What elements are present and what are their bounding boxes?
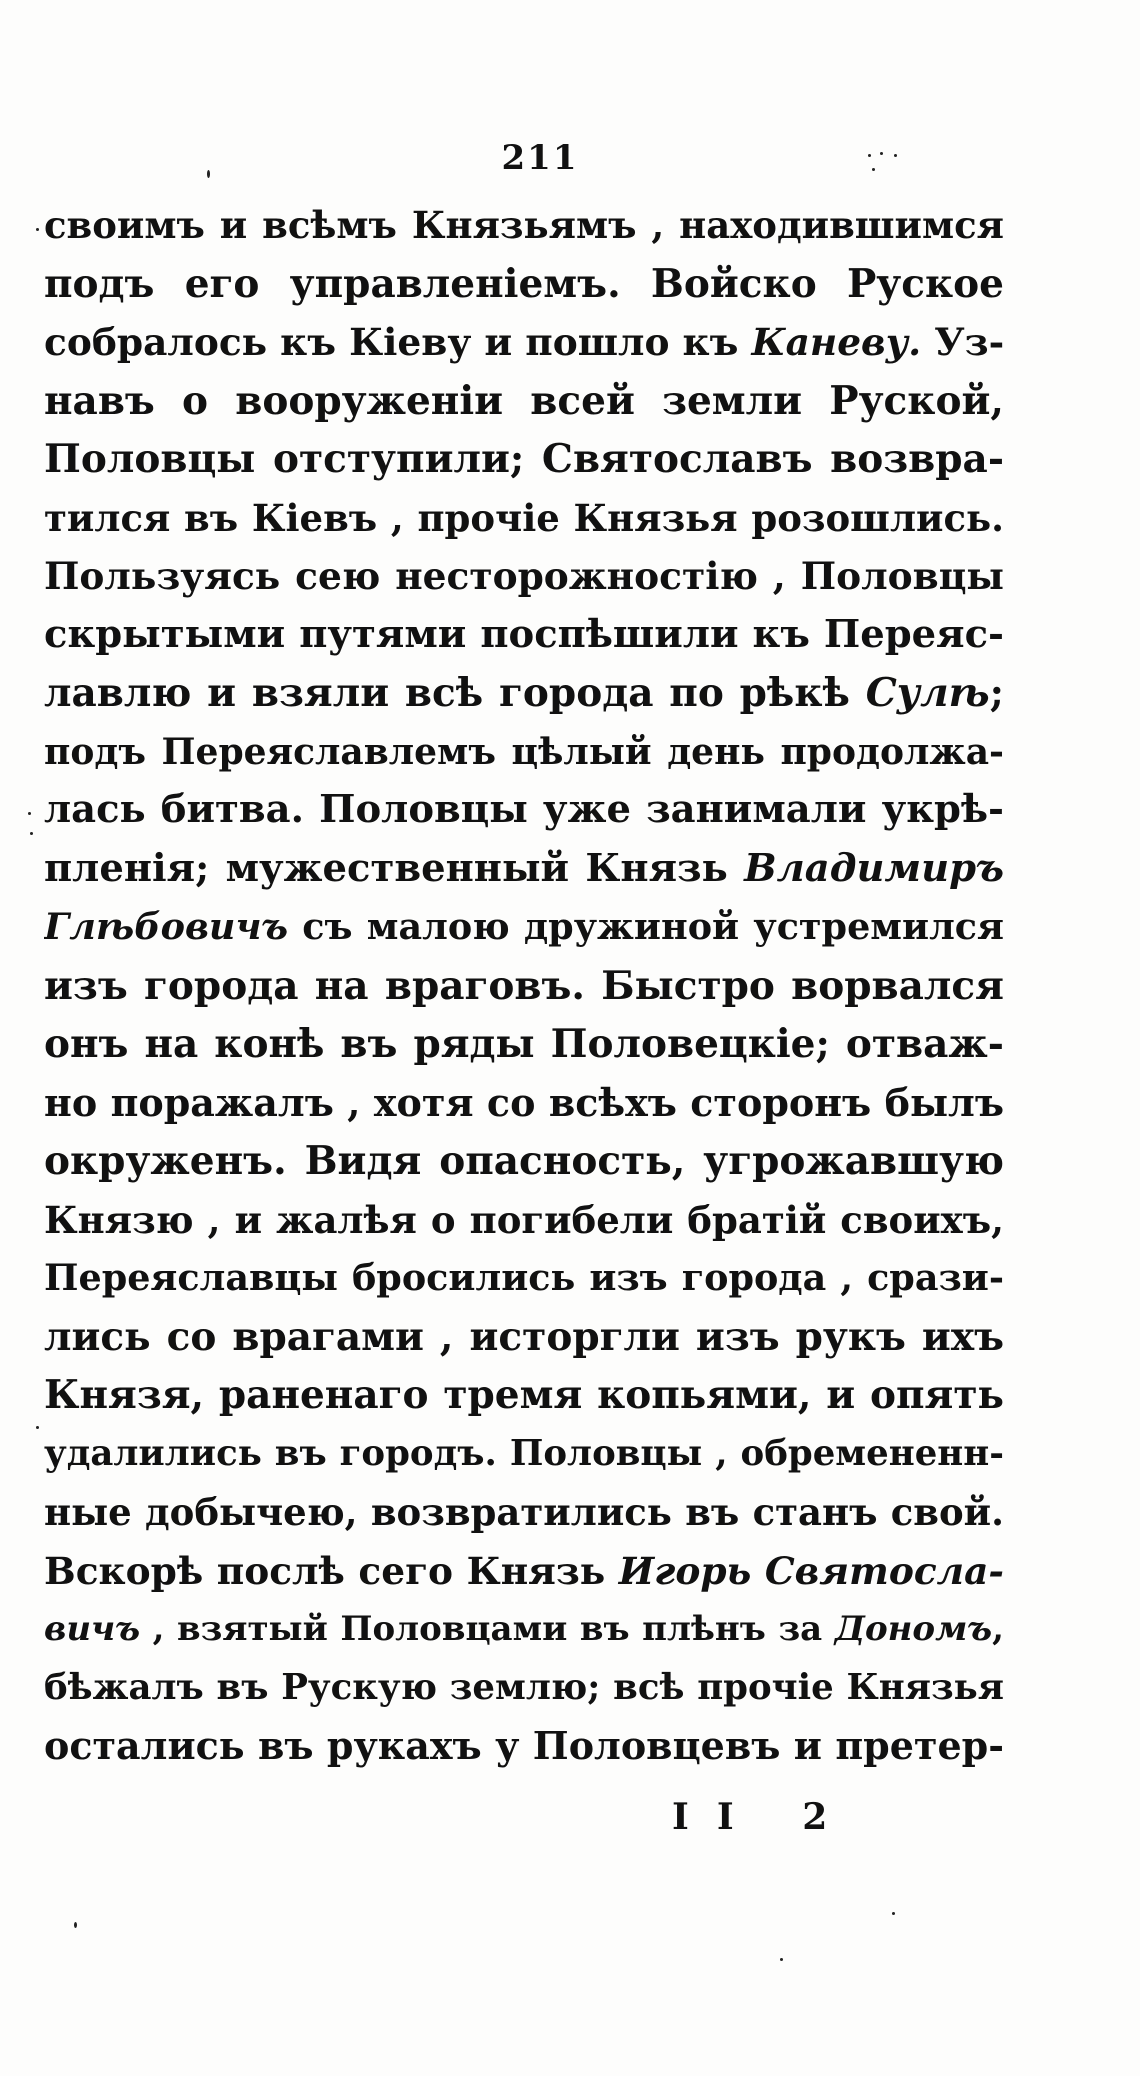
page-number: 211 <box>501 138 579 178</box>
text-fragment: пленія; мужественный Князь <box>44 845 745 891</box>
text-line <box>44 1132 1004 1191</box>
scan-speck <box>36 1426 39 1429</box>
text-line <box>44 781 1004 840</box>
italic-name: вичъ <box>44 1609 141 1649</box>
text-fragment: , <box>992 1609 1004 1649</box>
text-line <box>44 1717 1004 1776</box>
italic-name: Глѣбовичъ <box>44 905 289 948</box>
text-line <box>44 196 1004 255</box>
text-line-content: тился въ Кіевъ , прочіе Князья розошлись. <box>44 495 1004 540</box>
text-line-content: но поражалъ , хотя со всѣхъ сторонъ былъ <box>44 1079 1004 1125</box>
text-line <box>44 1015 1004 1074</box>
text-line <box>44 489 1004 548</box>
text-fragment: Уз- <box>921 320 1004 364</box>
text-line-content: лись со врагами , исторгли изъ рукъ ихъ <box>44 1313 1004 1360</box>
text-line <box>44 898 1004 957</box>
text-line <box>44 430 1004 489</box>
text-line-content: Князя, раненаго тремя копьями, и опять <box>44 1372 1004 1418</box>
text-line <box>44 1542 1004 1601</box>
text-line-content: своимъ и всѣмъ Князьямъ , находившимся <box>44 203 1004 247</box>
italic-name: Владимиръ <box>744 845 1004 891</box>
scan-speck <box>894 154 897 157</box>
scan-speck <box>880 152 883 155</box>
scan-speck <box>892 1912 895 1915</box>
text-fragment: собралось къ Кіеву и пошло къ <box>44 320 752 364</box>
text-line <box>44 372 1004 431</box>
italic-name: Игорь Святосла- <box>618 1548 1004 1593</box>
text-fragment: Вскорѣ послѣ сего Князь <box>44 1548 619 1593</box>
text-fragment: съ малою дружиной устремился <box>288 905 1004 948</box>
text-line-content: навъ о вооруженіи всей земли Руской, <box>44 377 1004 424</box>
text-line-content: Князю , и жалѣя о погибели братій своихъ, <box>44 1197 1004 1242</box>
text-line <box>44 664 1004 723</box>
text-line <box>44 547 1004 606</box>
text-line <box>44 1191 1004 1250</box>
scan-speck <box>74 1922 77 1928</box>
text-line <box>44 1483 1004 1542</box>
body-text <box>44 196 1004 1776</box>
text-line <box>44 1366 1004 1425</box>
scan-speck <box>872 168 875 171</box>
italic-name: Сулѣ <box>865 670 990 716</box>
text-line <box>44 957 1004 1016</box>
text-line <box>44 1249 1004 1308</box>
text-line-content: изъ города на враговъ. Быстро ворвался <box>44 962 1004 1009</box>
scan-speck <box>28 812 31 815</box>
scan-speck <box>207 170 210 178</box>
text-fragment: , взятый Половцами въ плѣнъ за <box>140 1609 835 1649</box>
scan-speck <box>36 228 39 231</box>
text-line <box>44 1425 1004 1484</box>
printer-signature-mark: II 2 <box>672 1796 856 1838</box>
text-line <box>44 313 1004 372</box>
text-line-content: окруженъ. Видя опасность, угрожавшую <box>44 1138 1004 1184</box>
text-line-content: ные добычею, возвратились въ станъ свой. <box>44 1490 1004 1534</box>
text-line <box>44 1600 1004 1659</box>
text-line <box>44 840 1004 899</box>
text-line-content: Переяславцы бросились изъ города , срази- <box>44 1256 1004 1299</box>
text-fragment: ; <box>989 670 1004 716</box>
text-line <box>44 1074 1004 1133</box>
text-line-content: скрытыми путями поспѣшили къ Переяс- <box>44 611 1004 657</box>
text-line-content: Половцы отступили; Святославъ возвра- <box>44 436 1004 482</box>
text-line <box>44 723 1004 782</box>
text-line-content: онъ на конѣ въ ряды Половецкіе; отваж- <box>44 1021 1004 1067</box>
scan-speck <box>868 154 871 157</box>
text-fragment: лавлю и взяли всѣ города по рѣкѣ <box>44 670 866 716</box>
scan-speck <box>30 832 33 835</box>
text-line-content: лась битва. Половцы уже занимали укрѣ- <box>44 787 1004 832</box>
italic-name: Каневу. <box>751 320 922 364</box>
text-line <box>44 1308 1004 1367</box>
italic-name: Дономъ <box>834 1609 993 1649</box>
text-line-content: Пользуясь сею несторожностію , Половцы <box>44 554 1004 598</box>
text-line-content: остались въ рукахъ у Половцевъ и претер- <box>44 1723 1004 1768</box>
text-line <box>44 1659 1004 1718</box>
scan-speck <box>780 1958 783 1961</box>
text-line-content: подъ Переяславлемъ цѣлый день продолжа- <box>44 730 1004 773</box>
text-line-content: удалились въ городъ. Половцы , обремененн- <box>44 1432 1004 1474</box>
text-line-content: бѣжалъ въ Рускую землю; всѣ прочіе Князья <box>44 1666 1004 1708</box>
text-line <box>44 606 1004 665</box>
text-line <box>44 255 1004 314</box>
text-line-content: подъ его управленіемъ. Войско Руское <box>44 260 1004 307</box>
